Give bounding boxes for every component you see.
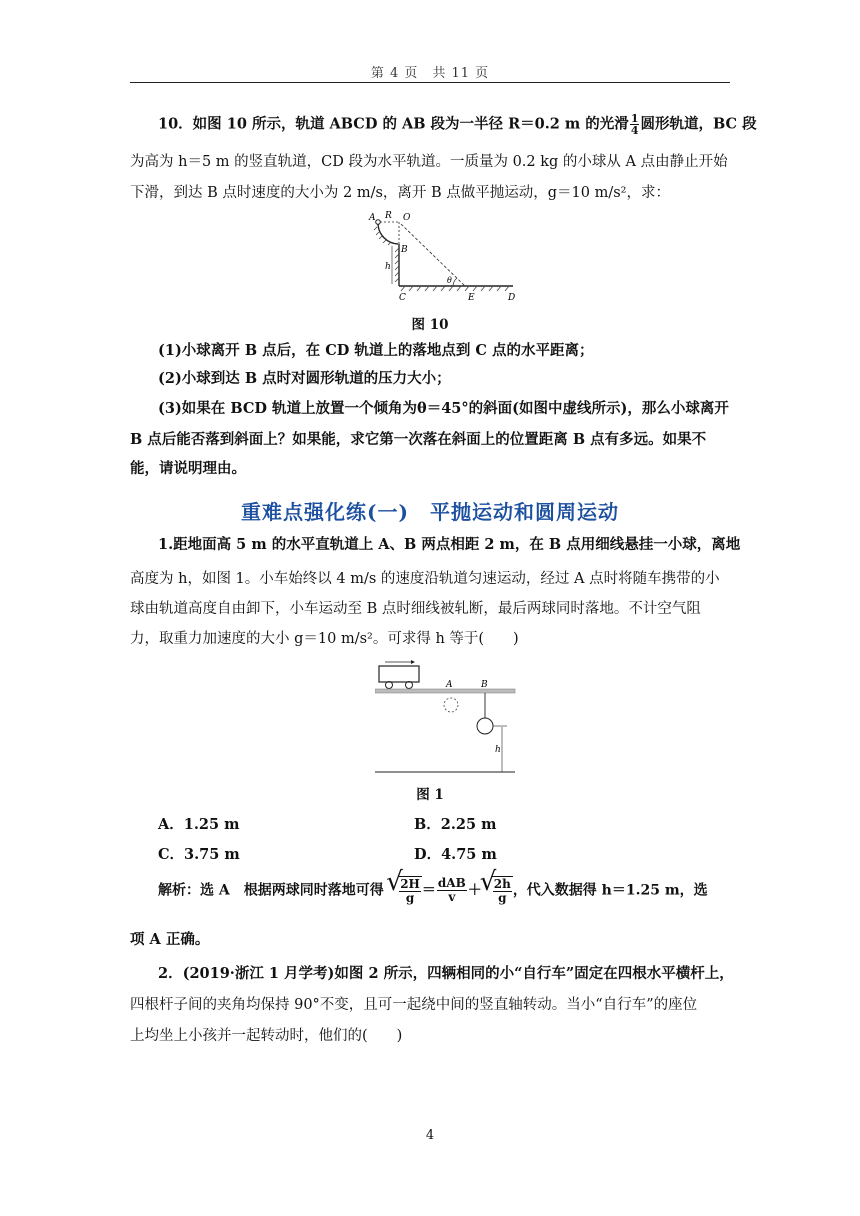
label-h: h — [385, 262, 391, 272]
option-c: C．3.75 m — [158, 846, 240, 863]
q10-sub-3b: B 点后能否落到斜面上？如果能，求它第一次落在斜面上的位置距离 B 点有多远。如果不 — [130, 431, 707, 448]
dashed-ball-at-a — [444, 698, 458, 712]
label-r: R — [385, 211, 392, 221]
label-a: A — [369, 213, 376, 223]
dab-over-v: $\frac{\text{dAB}}{v}$ — [437, 876, 466, 904]
q2-line-3: 上均坐上小孩并一起转动时，他们的( ) — [130, 1028, 403, 1044]
plus-sign: ＋ — [467, 882, 482, 899]
q1-line-4: 力，取重力加速度的大小 g＝10 m/s²。可求得 h 等于( ) — [130, 631, 519, 647]
label-o: O — [403, 213, 411, 223]
option-b: B．2.25 m — [414, 816, 497, 833]
label-a: A — [446, 680, 453, 690]
q1-line-1: 1.距地面高 5 m 的水平直轨道上 A、B 两点相距 2 m，在 B 点用细线悬挂一小球，离地 — [158, 536, 741, 553]
q10-sub-3c: 能，请说明理由。 — [130, 460, 246, 477]
solution-prefix: 解析：选 A 根据两球同时落地可得 — [158, 882, 384, 899]
label-h: h — [495, 745, 501, 755]
q2-line-2: 四根杆子间的夹角均保持 90°不变，且可一起绕中间的竖直轴转动。当小“自行车”的座位 — [130, 997, 698, 1013]
q10-sub-1: (1)小球离开 B 点后，在 CD 轨道上的落地点到 C 点的水平距离； — [158, 342, 594, 359]
solution-suffix: ，代入数据得 h＝1.25 m，选 — [512, 882, 708, 899]
q1-line-3: 球由轨道高度自由卸下，小车运动至 B 点时细线被轧断，最后两球同时落地。不计空气阻 — [130, 601, 701, 617]
equals-sign: ＝ — [421, 882, 436, 899]
solution-line-1 — [158, 876, 738, 905]
sqrt-term-2: √ $\frac{2h}{g}$ — [482, 876, 513, 905]
figure-1-cart-diagram — [375, 660, 520, 776]
label-d: D — [508, 293, 516, 303]
figure-10-track-diagram — [365, 208, 535, 304]
q1-line-2: 高度为 h，如图 1。小车始终以 4 m/s 的速度沿轨道匀速运动，经过 A 点时将随车携带的小 — [130, 571, 720, 587]
q10-sub-2: (2)小球到达 B 点时对圆形轨道的压力大小； — [158, 370, 451, 387]
incline-dashed-line — [401, 224, 465, 286]
q10-line-1b: 圆形轨道，BC 段 — [640, 115, 757, 133]
option-d: D．4.75 m — [414, 846, 497, 863]
header-divider — [130, 82, 730, 83]
quarter-fraction: $\frac{1}{4}$ — [630, 112, 639, 137]
label-e: E — [468, 293, 475, 303]
figure-1-caption: 图 1 — [416, 787, 444, 803]
page-number: 4 — [425, 1128, 435, 1143]
option-a: A．1.25 m — [158, 816, 240, 833]
q10-line-1a: 10．如图 10 所示，轨道 ABCD 的 AB 段为一半径 R＝0.2 m 的光滑 — [158, 115, 629, 133]
label-c: C — [399, 293, 406, 303]
quarter-arc-track — [378, 224, 398, 244]
label-theta: θ — [447, 276, 452, 285]
solution-line-2: 项 A 正确。 — [130, 931, 210, 948]
q10-sub-3a: (3)如果在 BCD 轨道上放置一个倾角为θ＝45°的斜面(如图中虚线所示)，那么小球离开 — [158, 400, 729, 417]
cart-body — [379, 666, 419, 682]
q10-line-1 — [130, 113, 758, 136]
label-b: B — [481, 680, 488, 690]
ball-at-a — [376, 220, 381, 225]
q10-line-2: 为高为 h＝5 m 的竖直轨道，CD 段为水平轨道。一质量为 0.2 kg 的小球从 A 点由静止开始 — [130, 154, 728, 170]
theta-arc — [453, 278, 457, 286]
q10-line-3: 下滑，到达 B 点时速度的大小为 2 m/s，离开 B 点做平抛运动，g＝10 m/s²，求： — [130, 185, 670, 201]
rail-track — [375, 689, 515, 693]
sqrt-term-1: √ $\frac{2H}{g}$ — [388, 876, 422, 905]
velocity-arrowhead — [411, 660, 415, 664]
q2-line-1: 2．(2019·浙江 1 月学考)如图 2 所示，四辆相同的小“自行车”固定在四根水平横杆上， — [158, 965, 734, 982]
ground-hatching — [401, 286, 509, 291]
section-title: 重难点强化练(一) 平抛运动和圆周运动 — [241, 500, 619, 524]
figure-10-caption: 图 10 — [411, 317, 449, 333]
label-b: B — [401, 245, 408, 255]
hanging-ball — [477, 718, 493, 734]
page-header: 第 4 页 共 11 页 — [370, 66, 490, 81]
